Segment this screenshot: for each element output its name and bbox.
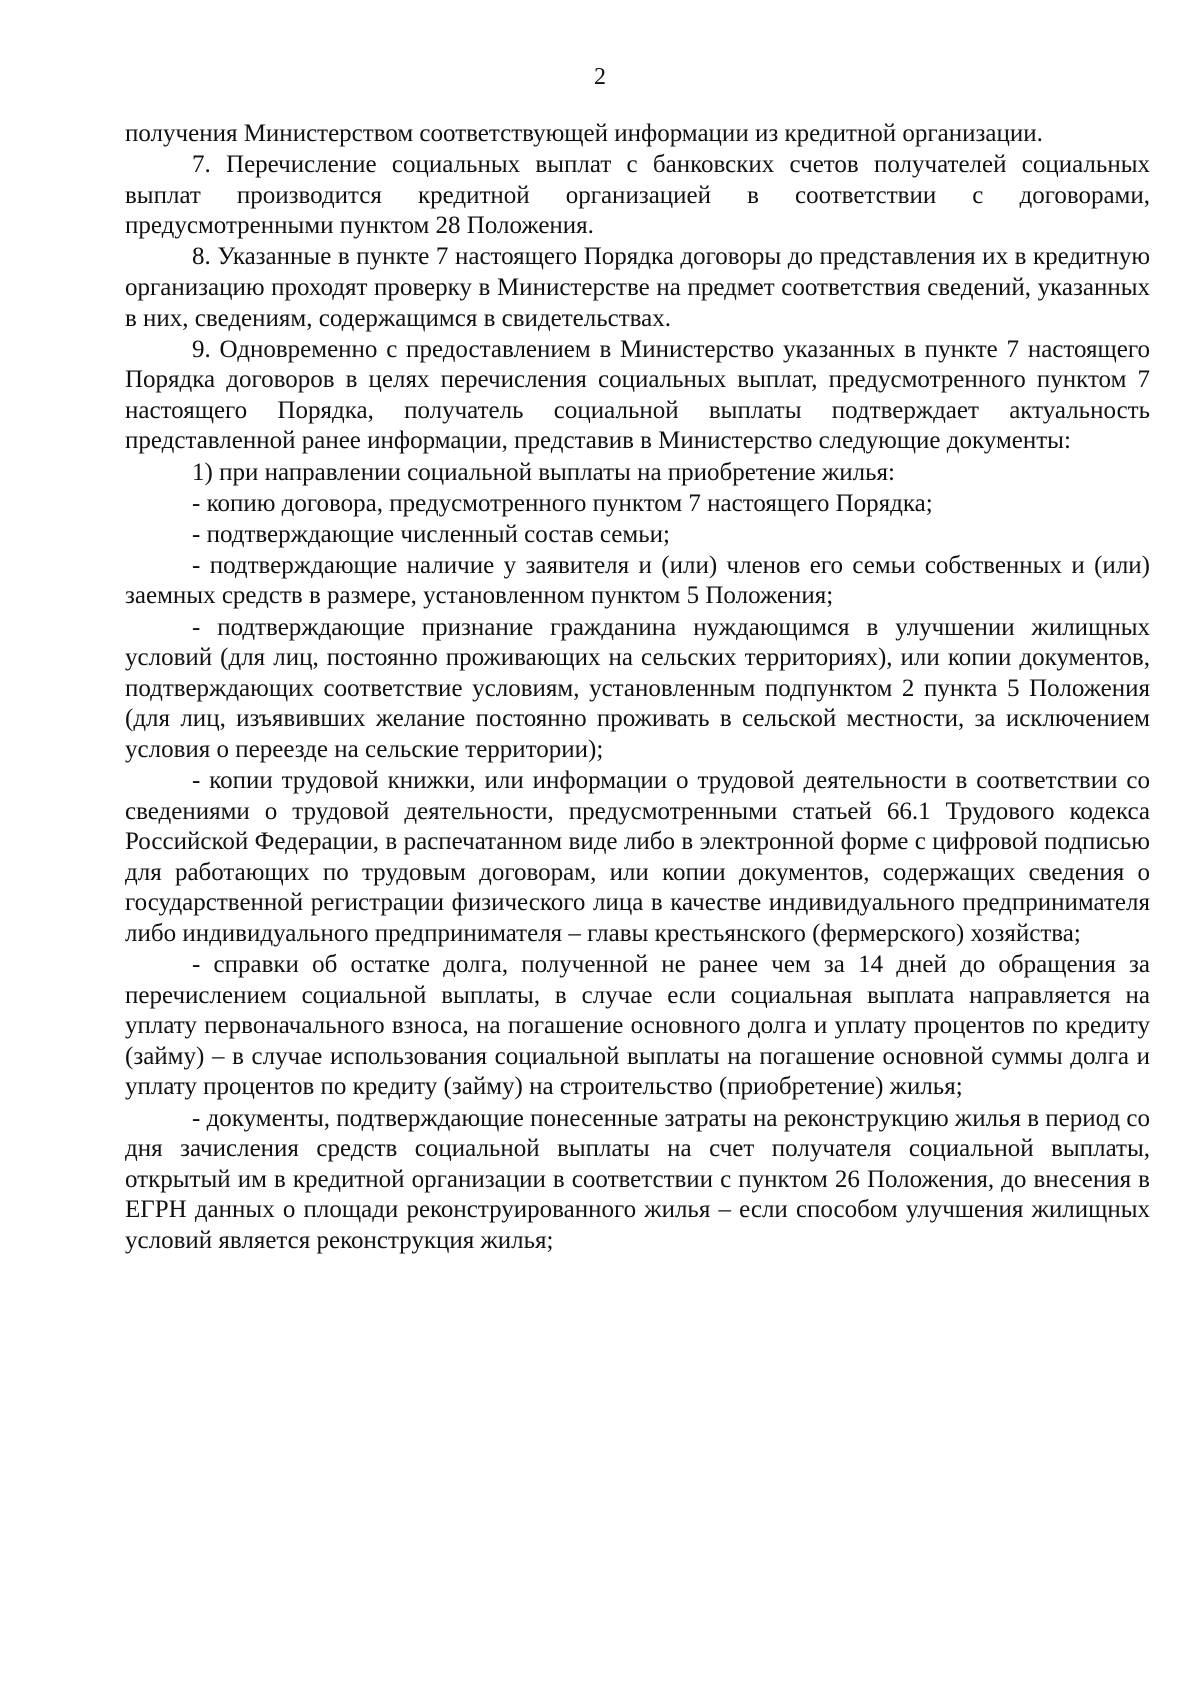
list-item-reconstruction-costs: - документы, подтверждающие понесенные затраты на реконструкцию жилья в период со дня зачисления средств социальной выплаты на счет получателя социальной выплаты, открытый им в кредитной организации в соответствии с пунктом 26 Положения, до внесения в ЕГРН данных о площади реконструированного жилья – если способом улучшения жилищных условий является реконструкция жилья; bbox=[125, 1104, 1150, 1254]
list-item-debt-certificate: - справки об остатке долга, полученной не ранее чем за 14 дней до обращения за перечислением социальной выплаты, в случае если социальная выплата направляется на уплату первоначального взноса, на погашение основного долга и уплату процентов по кредиту (займу) – в случае использования социальной выплаты на погашение основной суммы долга и уплату процентов по кредиту (займу) на строительство (приобретение) жилья; bbox=[125, 951, 1150, 1101]
list-item-contract-copy: - копию договора, предусмотренного пунктом 7 настоящего Порядка; bbox=[192, 489, 933, 517]
subitem-1: 1) при направлении социальной выплаты на приобретение жилья: bbox=[192, 458, 895, 486]
paragraph-continuation: получения Министерством соответствующей информации из кредитной организации. bbox=[125, 120, 1043, 147]
page-number: 2 bbox=[594, 64, 606, 90]
list-item-own-funds: - подтверждающие наличие у заявителя и (или) членов его семьи собственных и (или) заемных средств в размере, установленном пунктом 5 Положения; bbox=[125, 551, 1150, 610]
paragraph-item-8: 8. Указанные в пункте 7 настоящего Порядка договоры до представления их в кредитную организацию проходят проверку в Министерстве на предмет соответствия сведений, указанных в них, сведениям, содержащимся в свидетельствах. bbox=[125, 243, 1150, 332]
list-item-housing-need: - подтверждающие признание гражданина нуждающимся в улучшении жилищных условий (для лиц, постоянно проживающих на сельских территориях), или копии документов, подтверждающих соответствие условиям, установленным подпунктом 2 пункта 5 Положения (для лиц, изъявивших желание постоянно проживать в сельской местности, за исключением условия о переезде на сельские территории); bbox=[125, 613, 1150, 763]
list-item-employment-records: - копии трудовой книжки, или информации о трудовой деятельности в соответствии со сведениями о трудовой деятельности, предусмотренными статьей 66.1 Трудового кодекса Российской Федерации, в распечатанном виде либо в электронной форме с цифровой подписью для работающих по трудовым договорам, или копии документов, содержащих сведения о государственной регистрации физического лица в качестве индивидуального предпринимателя либо индивидуального предпринимателя – главы крестьянского (фермерского) хозяйства; bbox=[125, 766, 1150, 947]
paragraph-item-7: 7. Перечисление социальных выплат с банковских счетов получателей социальных выплат производится кредитной организацией в соответствии с договорами, предусмотренными пунктом 28 Положения. bbox=[125, 151, 1150, 240]
document-body bbox=[125, 119, 1150, 1257]
list-item-family-composition: - подтверждающие численный состав семьи; bbox=[192, 520, 670, 548]
paragraph-item-9: 9. Одновременно с предоставлением в Министерство указанных в пункте 7 настоящего Порядка договоров в целях перечисления социальных выплат, предусмотренного пунктом 7 настоящего Порядка, получатель социальной выплаты подтверждает актуальность представленной ранее информации, представив в Министерство следующие документы: bbox=[125, 335, 1150, 455]
